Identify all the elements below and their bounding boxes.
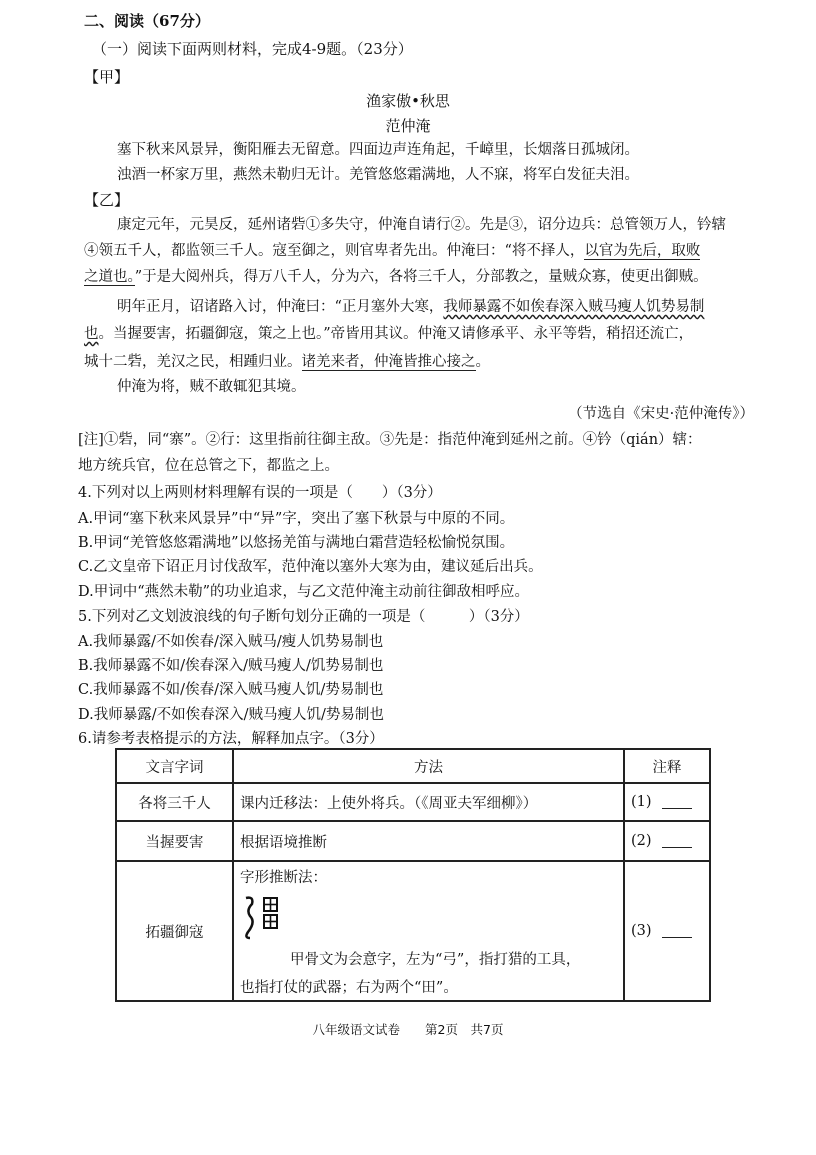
- underlined-phrase-1-end: 之道也。: [84, 269, 135, 285]
- row3-note: [624, 861, 710, 1001]
- prose-line-1: 康定元年，元昊反，延州诸砦①多失守，仲淹自请行②。先是③，诏分边兵：总管领万人，钤辖: [117, 217, 726, 233]
- question-6: 6.请参考表格提示的方法，解释加点字。（3分）: [78, 731, 384, 747]
- q5-option-a: A.我师暴露/不如俟春/深入贼马/瘦人饥势易制也: [78, 634, 384, 650]
- header-word: 文言字词: [116, 749, 233, 783]
- q5-option-c: C.我师暴露不如/俟春/深入贼马瘦人饥/势易制也: [78, 682, 384, 698]
- row1-method: 课内迁移法：上使外将兵。（《周亚夫军细柳》）: [233, 783, 624, 821]
- prose-line-2: [84, 239, 700, 260]
- label-jia: 【甲】: [84, 68, 130, 86]
- prose-line-5: [84, 322, 693, 343]
- prose-line-3b: ”于是大阅州兵，得万八千人，分为六，各将三千人，分部教之，量贼众寡，使更出御贼。: [134, 269, 708, 285]
- q4-option-d: D.甲词中“燕然未勒”的功业追求，与乙文范仲淹主动前往御敌相呼应。: [78, 584, 530, 600]
- part1-heading: （一）阅读下面两则材料，完成4-9题。（23分）: [92, 40, 413, 58]
- section-title: 二、阅读（67分）: [84, 12, 210, 30]
- row2-word: 当握要害: [116, 821, 233, 861]
- answer-blank-3[interactable]: [662, 925, 692, 938]
- row3-method: [233, 861, 624, 1001]
- q4-option-a: A.甲词“塞下秋来风景异”中“异”字，突出了塞下秋景与中原的不同。: [78, 511, 515, 527]
- answer-blank-2[interactable]: [662, 835, 692, 848]
- table-row: [116, 783, 710, 821]
- row3-note-label: (3): [631, 923, 652, 939]
- method-table: [115, 748, 711, 1002]
- poem-line-2: 浊酒一杯家万里，燕然未勒归无计。羌管悠悠霜满地，人不寐，将军白发征夫泪。: [117, 167, 639, 183]
- row3-method-line1: 字形推断法：: [240, 870, 327, 886]
- wavy-sentence: 我师暴露不如俟春深入贼马瘦人饥势易制: [443, 299, 705, 315]
- question-4: 4.下列对以上两则材料理解有误的一项是（ ）（3分）: [78, 485, 442, 501]
- row2-note-label: (2): [631, 833, 652, 849]
- q5-option-b: B.我师暴露不如/俟春深入/贼马瘦人/饥势易制也: [78, 658, 384, 674]
- question-5: 5.下列对乙文划波浪线的句子断句划分正确的一项是（ ）（3分）: [78, 609, 529, 625]
- table-row: [116, 861, 710, 1001]
- underlined-phrase-1: 以官为先后，取败: [584, 243, 701, 259]
- prose-line-4: [117, 295, 704, 316]
- prose-line-3: [84, 265, 708, 286]
- row3-method-line2: 甲骨文为会意字，左为“弓”，指打猎的工具，: [290, 952, 581, 968]
- notes-line-1: [注]①砦，同“寨”。②行：这里指前往御主敌。③先是：指范仲淹到延州之前。④钤（qián）辖：: [78, 432, 702, 448]
- q5-option-d: D.我师暴露/不如俟春深入/贼马瘦人饥/势易制也: [78, 707, 384, 723]
- row2-method: 根据语境推断: [233, 821, 624, 861]
- source-note: （节选自《宋史·范仲淹传》）: [568, 406, 754, 422]
- table-row: [116, 821, 710, 861]
- row1-note-label: (1): [631, 794, 652, 810]
- prose-line-6c: 。: [475, 354, 490, 370]
- row3-word: 拓疆御寇: [116, 861, 233, 1001]
- table-header-row: [116, 749, 710, 783]
- header-note: 注释: [624, 749, 710, 783]
- prose-line-2a: ④领五千人，都监领三千人。寇至御之，则官卑者先出。仲淹曰：“将不择人，: [84, 243, 585, 259]
- poem-line-1: 塞下秋来风景异，衡阳雁去无留意。四面边声连角起，千嶂里，长烟落日孤城闭。: [117, 142, 639, 158]
- poem-title: 渔家傲•秋思: [366, 92, 450, 110]
- answer-blank-1[interactable]: [662, 796, 692, 809]
- header-method: 方法: [233, 749, 624, 783]
- page-footer: 八年级语文试卷 第2页 共7页: [312, 1022, 504, 1037]
- underlined-phrase-2: 诸羌来者，仲淹皆推心接之: [301, 354, 476, 370]
- prose-line-4a: 明年正月，诏诸路入讨，仲淹曰：“正月塞外大寒，: [117, 299, 444, 315]
- prose-line-6a: 城十二砦，羌汉之民，相踵归业。: [84, 354, 302, 370]
- label-yi: 【乙】: [84, 191, 130, 209]
- row3-method-line3: 也指打仗的武器；右为两个“田”。: [240, 980, 458, 996]
- prose-line-5b: 。当握要害，拓疆御寇，策之上也。”帝皆用其议。仲淹又请修承平、永平等砦，稍招还流亡，: [98, 326, 694, 342]
- q4-option-b: B.甲词“羌管悠悠霜满地”以悠扬羌笛与满地白霜营造轻松愉悦氛围。: [78, 535, 515, 551]
- oracle-bone-glyph-icon: [240, 892, 284, 942]
- q4-option-c: C.乙文皇帝下诏正月讨伐敌军，范仲淹以塞外大寒为由，建议延后出兵。: [78, 559, 543, 575]
- row1-note: [624, 783, 710, 821]
- prose-line-7: 仲淹为将，贼不敢辄犯其境。: [117, 379, 306, 395]
- wavy-sentence-end: 也: [84, 326, 99, 342]
- prose-line-6: [84, 350, 490, 371]
- poem-author: 范仲淹: [385, 117, 431, 135]
- notes-line-2: 地方统兵官，位在总管之下，都监之上。: [78, 458, 339, 474]
- row1-word: 各将三千人: [116, 783, 233, 821]
- row2-note: [624, 821, 710, 861]
